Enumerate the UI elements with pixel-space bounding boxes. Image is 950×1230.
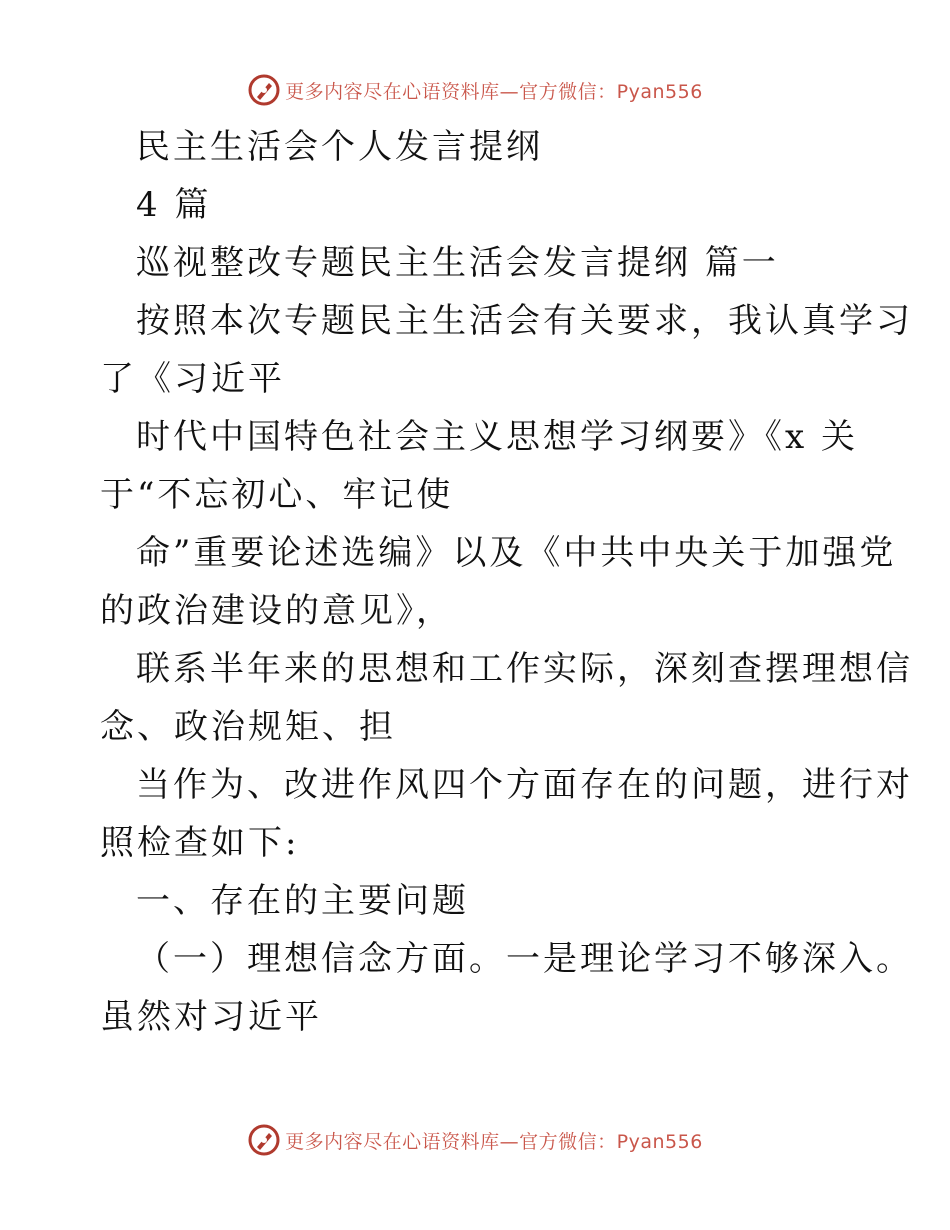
document-line: 联系半年来的思想和工作实际，深刻查摆理想信 [136, 649, 913, 689]
pen-logo-icon [247, 1123, 281, 1157]
document-line: 命”重要论述选编》以及《中共中央关于加强党 [136, 533, 897, 573]
pen-logo-icon [247, 73, 281, 107]
document-line: 于“不忘初心、牢记使 [100, 475, 454, 515]
banner-wechat-text: 官方微信：Pyan556 [519, 80, 703, 103]
header-watermark [0, 70, 950, 110]
section-heading: 一、存在的主要问题 [136, 881, 469, 921]
banner-text [285, 1127, 703, 1154]
document-title: 民主生活会个人发言提纲 [136, 127, 543, 167]
document-line: 念、政治规矩、担 [100, 707, 396, 747]
banner-main-text: 更多内容尽在心语资料库 [285, 80, 500, 103]
banner-wechat-text: 官方微信：Pyan556 [519, 1130, 703, 1153]
document-line: 按照本次专题民主生活会有关要求，我认真学习 [136, 301, 913, 341]
banner-dash: — [499, 80, 520, 103]
document-line: 照检查如下: [100, 823, 300, 863]
document-body [100, 118, 913, 1046]
document-line: （一）理想信念方面。一是理论学习不够深入。 [136, 939, 913, 979]
section-heading: 巡视整改专题民主生活会发言提纲 篇一 [136, 243, 779, 283]
footer-watermark [0, 1120, 950, 1160]
document-line: 的政治建设的意见》， [100, 591, 453, 631]
banner-main-text: 更多内容尽在心语资料库 [285, 1130, 500, 1153]
document-line: 了《习近平 [100, 359, 285, 399]
banner-dash: — [499, 1130, 520, 1153]
document-line: 当作为、改进作风四个方面存在的问题，进行对 [136, 765, 913, 805]
document-line: 4 篇 [136, 185, 212, 225]
document-line: 时代中国特色社会主义思想学习纲要》《x 关 [136, 417, 858, 457]
banner-text [285, 77, 703, 104]
document-line: 虽然对习近平 [100, 997, 322, 1037]
